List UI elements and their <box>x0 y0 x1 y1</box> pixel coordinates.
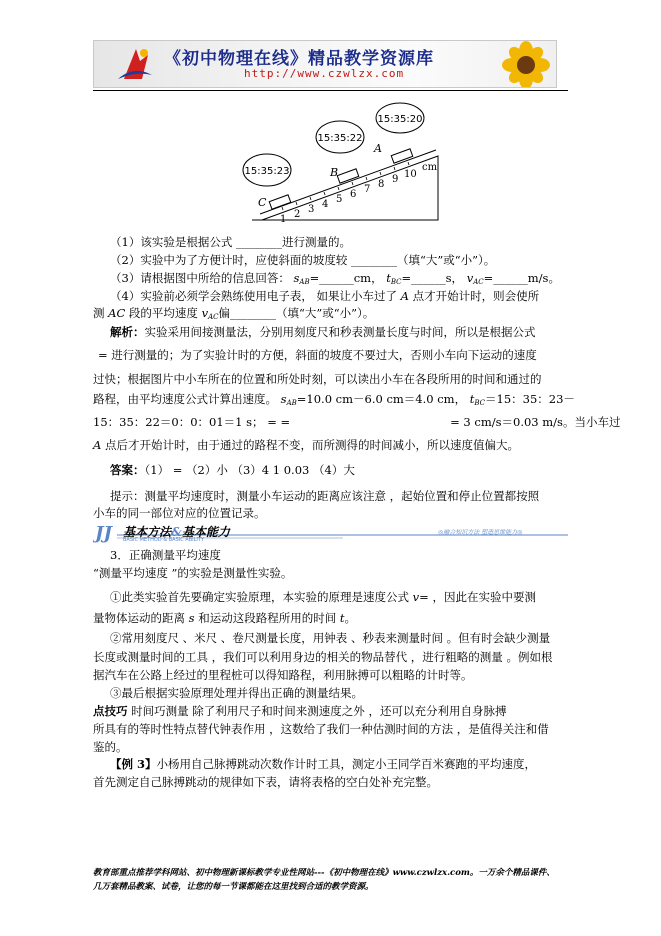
ruler-number: 7 <box>364 184 371 195</box>
ruler-number: 3 <box>308 204 315 215</box>
ruler-unit: cm <box>422 162 438 173</box>
sunflower-icon <box>494 41 556 87</box>
section-header: JJ 基本方法&基本能力 BASIC METHOD & BASIC ABILITY ◎融合知识方法 塑造思维能力◎ <box>93 523 568 543</box>
body-p8: 点技巧 时间巧测量 除了利用尺子和时间来测速度之外 ，还可以充分利用自身脉搏 <box>93 704 507 718</box>
header-rule <box>93 90 568 91</box>
incline-figure <box>242 102 442 226</box>
section-title-2: 基本能力 <box>181 525 230 539</box>
ruler-number: 8 <box>378 179 385 190</box>
question-4: （4）实验前必须学会熟练使用电子表， 如果让小车过了 A 点才开始计时，则会使所 <box>110 289 540 303</box>
footer-line-1: 教育部重点推荐学科网站、初中物理新课标教学专业性网站---《初中物理在线》www.czwlzx.com。一万余个精品课件、 <box>93 868 555 878</box>
analysis-line-6: A 点后才开始计时，由于通过的路程不变，而所测得的时间减小，所以速度值偏大。 <box>93 438 519 452</box>
point-label: A <box>374 142 382 155</box>
answer-label: 答案： <box>110 463 145 477</box>
ruler-number: 9 <box>392 174 399 185</box>
tip-label: 点技巧 <box>93 704 128 718</box>
clock-time: 15:35:22 <box>317 133 363 144</box>
body-p2: ①此类实验首先要确定实验原理，本实验的原理是速度公式 v= ，因此在实验中要测 <box>110 590 536 604</box>
body-p5: 长度或测量时间的工具 ，我们可以利用身边的相关的物品替代 ，进行粗略的测量 。例如根 <box>93 650 553 664</box>
banner-title: 《初中物理在线》精品教学资源库 <box>164 49 434 69</box>
analysis-line-1: 解析：实验采用间接测量法，分别用刻度尺和秒表测量长度与时间，所以是根据公式 <box>110 325 536 339</box>
ruler-number: 4 <box>322 199 329 210</box>
ruler-number: 5 <box>336 194 343 205</box>
analysis-line-4: 路程，由平均速度公式计算出速度。 $s_{AB}=10.0$ cm－6.0 cm＝4.0 cm， $t_{BC}=15$：35：23－ <box>93 392 575 407</box>
body-p1: “测量平均速度 ”的实验是测量性实验。 <box>93 566 293 580</box>
body-p10: 鉴的。 <box>93 740 128 754</box>
question-1: （1）该实验是根据公式 ________进行测量的。 <box>110 235 351 249</box>
analysis-line-2: = 进行测量的；为了实验计时的方便，斜面的坡度不要过大，否则小车向下运动的速度 <box>98 348 537 362</box>
body-p6: 据汽车在公路上经过的里程桩可以得知路程，利用脉搏可以粗略的计时等。 <box>93 668 473 682</box>
point-label: C <box>258 196 267 209</box>
banner-url: http://www.czwlzx.com <box>244 67 405 80</box>
analysis-label: 解析： <box>110 325 145 339</box>
svg-text:JJ: JJ <box>95 523 113 543</box>
body-p4: ②常用刻度尺 、米尺 、卷尺测量长度，用钟表 、秒表来测量时间 。但有时会缺少测量 <box>110 631 551 645</box>
answer-line: 答案：（1） = （2）小 （3）4 1 0.03 （4）大 <box>110 463 355 477</box>
body-p3: 量物体运动的距离 s 和运动这段路程所用的时间 t。 <box>93 611 356 625</box>
body-p9: 所具有的等时性特点替代钟表作用 ，这数给了我们一种估测时间的方法 ，是值得关注和借 <box>93 722 549 736</box>
ruler-number: 6 <box>350 189 357 200</box>
ruler-number: 1 <box>280 214 287 225</box>
header-banner <box>93 40 557 88</box>
tip-line-1: 提示：测量平均速度时，测量小车运动的距离应该注意 ，起始位置和停止位置都按照 <box>110 489 540 503</box>
heading-3: 3．正确测量平均速度 <box>110 548 221 562</box>
example-line-2: 首先测定自己脉搏跳动的规律如下表，请将表格的空白处补充完整。 <box>93 775 438 789</box>
tip-line-2: 小车的同一部位对应的位置记录。 <box>93 506 266 520</box>
analysis-line-5: 15：35：22＝0：0：01＝1 s； = = = 3 cm/s＝0.03 m/s。当小车过 <box>93 415 621 429</box>
ruler-number: 2 <box>294 209 301 220</box>
example-label: 【例 3】 <box>110 757 157 771</box>
question-2: （2）实验中为了方便计时，应使斜面的坡度较 ________（填“大”或“小”）。 <box>110 253 496 267</box>
ruler-number: 10 <box>404 169 417 180</box>
section-right-text: ◎融合知识方法 塑造思维能力◎ <box>438 529 523 536</box>
example-line-1: 【例 3】小杨用自己脉搏跳动次数作计时工具，测定小王同学百米赛跑的平均速度， <box>110 757 537 771</box>
clock-time: 15:35:20 <box>377 114 423 125</box>
section-subtitle: BASIC METHOD & BASIC ABILITY <box>123 537 205 543</box>
analysis-line-3: 过快；根据图片中小车所在的位置和所处时刻，可以读出小车在各段所用的时间和通过的 <box>93 372 542 386</box>
section-title: 基本方法 <box>123 525 172 539</box>
clock-time: 15:35:23 <box>244 166 290 177</box>
point-label: B <box>330 166 339 179</box>
logo-icon <box>114 45 154 83</box>
body-p7: ③最后根据实验原理处理并得出正确的测量结果。 <box>110 686 363 700</box>
footer-line-2: 几万套精品教案、试卷，让您的每一节课都能在这里找到合适的教学资源。 <box>93 882 374 892</box>
question-3: （3）请根据图中所给的信息回答： $s_{AB}=\_\_\_\_\_\_cm$， $t_{BC}=\_\_\_\_\_\_s$， $v_{AC}=\_\_\_\_\_\_m/s$。 <box>110 271 560 286</box>
question-4-cont: 测 AC 段的平均速度 $v_{AC}$偏________（填“大”或“小”）。 <box>93 306 375 321</box>
